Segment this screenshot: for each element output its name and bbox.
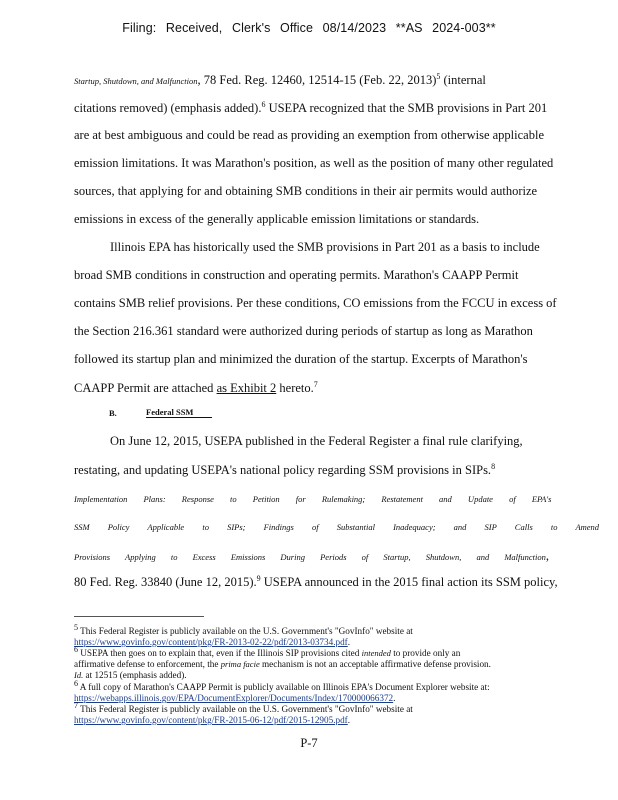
- para3-line-1: On June 12, 2015, USEPA published in the Federal Register a final rule clarifying,: [110, 434, 523, 448]
- rule-title-line-1: Implementation Plans: Response to Petition for Rulemaking; Restatement and Update of EPA's: [74, 494, 552, 504]
- section-letter: B.: [109, 408, 117, 418]
- page-number: P-7: [300, 736, 318, 750]
- footnote-ref-9[interactable]: 9: [256, 574, 261, 583]
- footnote-7-link[interactable]: https://webapps.illinois.gov/EPA/DocumentExplorer/Documents/Index/170000066372: [74, 693, 394, 704]
- footnote-8-link[interactable]: https://www.govinfo.gov/content/pkg/FR-2015-06-12/pdf/2015-12905.pdf: [74, 715, 348, 726]
- rule-title-line-2: SSM Policy Applicable to SIPs; Findings of Substantial Inadequacy; and SIP Calls to Amend: [74, 522, 600, 532]
- para2-line-5: followed its startup plan and minimized the duration of the startup. Excerpts of Marathon's: [74, 352, 528, 366]
- footnote-ref-5[interactable]: 5: [436, 72, 441, 81]
- body-line-2: citations removed) (emphasis added).$^6$ USEPA recognized that the SMB provisions in Part 201: [74, 100, 548, 116]
- footnote-divider: [74, 616, 204, 617]
- para2-line-6: CAAPP Permit are attached as Exhibit 2 hereto.$^7$: [74, 380, 318, 396]
- footnote-ref-6[interactable]: 6: [261, 100, 266, 109]
- para2-line-1: Illinois EPA has historically used the SMB provisions in Part 201 as a basis to include: [110, 240, 540, 254]
- footnote-5: $^5$ This Federal Register is publicly available on the U.S. Government's "GovInfo" website at https://www.govinfo.gov/content/pkg/FR-2013-02-22/pdf/2013-03734.pdf.: [74, 623, 413, 648]
- footnote-ref-7[interactable]: 7: [313, 380, 318, 389]
- footnote-7: $^6$ A full copy of Marathon's CAAPP Permit is publicly available on Illinois EPA's Document Explorer website at: https://webapps.illinois.gov/EPA/DocumentExplorer/Documents/Index/170000066372.: [74, 679, 490, 704]
- body-line-3: are at best ambiguous and could be read as providing an exemption from otherwise applicable: [74, 128, 544, 142]
- footnote-6: $^6$ USEPA then goes on to explain that, even if the Illinois SIP provisions cited intended to provide only an affirmative defense to enforcement, the prima facie mechanism is not an acceptable affirmative defense provision. Id. at 12515 (emphasis added).: [74, 645, 491, 681]
- body-line-6: emissions in excess of the generally applicable emission limitations or standards.: [74, 212, 480, 226]
- filing-header: Filing: Received, Clerk's Office 08/14/2023 **AS 2024-003**: [122, 21, 496, 35]
- section-heading: Federal SSM: [146, 407, 212, 418]
- exhibit-2-link[interactable]: as Exhibit 2: [216, 381, 277, 396]
- footnote-ref-8[interactable]: 8: [491, 462, 496, 471]
- rule-title-italic: Startup, Shutdown, and Malfunction: [74, 76, 198, 87]
- para3-line-2: restating, and updating USEPA's national policy regarding SSM provisions in SIPs.$^8$: [74, 462, 496, 478]
- rule-title-line-3: Provisions Applying to Excess Emissions During Periods of Startup, Shutdown, and Malfunction,: [74, 549, 550, 563]
- footnote-5-link[interactable]: https://www.govinfo.gov/content/pkg/FR-2013-02-22/pdf/2013-03734.pdf: [74, 637, 348, 648]
- para2-line-4: the Section 216.361 standard were authorized during periods of startup as long as Marathon: [74, 324, 533, 338]
- body-line-final: 80 Fed. Reg. 33840 (June 12, 2015).$^9$ USEPA announced in the 2015 final action its SSM policy,: [74, 574, 558, 590]
- para2-line-2: broad SMB conditions in construction and operating permits. Marathon's CAAPP Permit: [74, 268, 519, 282]
- body-line-5: sources, that applying for and obtaining SMB conditions in their air permits would authorize: [74, 184, 538, 198]
- footnote-8: $^7$ This Federal Register is publicly available on the U.S. Government's "GovInfo" website at https://www.govinfo.gov/content/pkg/FR-2015-06-12/pdf/2015-12905.pdf.: [74, 701, 413, 726]
- para2-line-3: contains SMB relief provisions. Per these conditions, CO emissions from the FCCU in excess of: [74, 296, 557, 310]
- body-line-1: Startup, Shutdown, and Malfunction, 78 Fed. Reg. 12460, 12514-15 (Feb. 22, 2013)$^5$ (internal: [74, 72, 486, 88]
- body-line-4: emission limitations. It was Marathon's position, as well as the position of many other regulated: [74, 156, 554, 170]
